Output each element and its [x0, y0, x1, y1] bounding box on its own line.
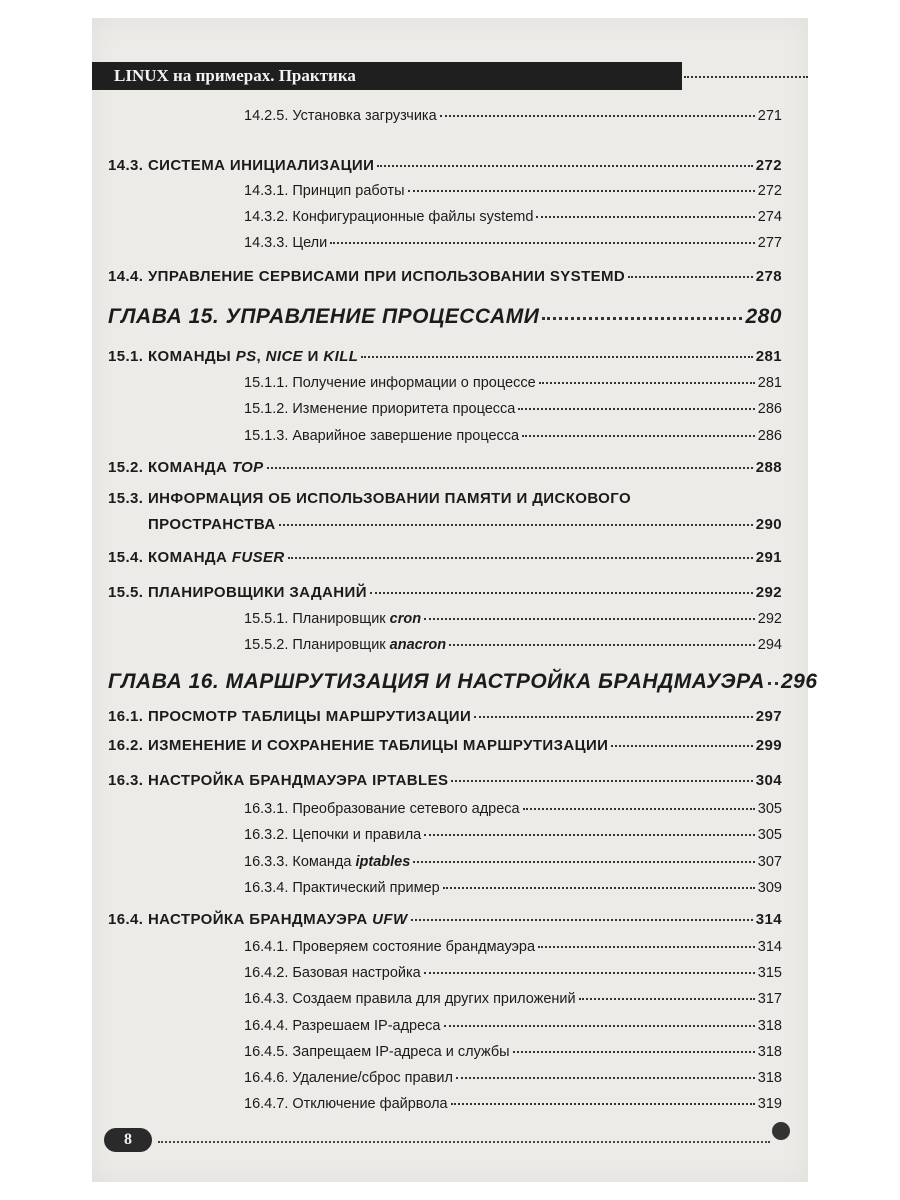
dot-leader [424, 834, 755, 836]
toc-entry-number: 15.5.2. [244, 637, 289, 653]
toc-entry-number: 14.3.1. [244, 183, 289, 199]
toc-entry-title [244, 637, 446, 653]
toc-entry-page: 307 [757, 854, 782, 870]
toc-entry-page: 272 [755, 157, 782, 174]
toc-entry-text: Удаление/сброс правил [292, 1070, 453, 1086]
toc-entry-number: 14.4. [108, 268, 144, 285]
toc-entry-page: 278 [755, 268, 782, 285]
toc-entry-text: ПЛАНИРОВЩИКИ ЗАДАНИЙ [147, 584, 367, 601]
toc-subsection-entry[interactable] [244, 939, 782, 955]
toc-entry-title [244, 401, 515, 417]
dot-leader [518, 408, 754, 410]
toc-entry-text: NICE [265, 348, 304, 365]
toc-section-entry[interactable] [108, 348, 782, 365]
dot-leader [522, 435, 755, 437]
toc-entry-page: 315 [757, 965, 782, 981]
toc-entry-page: 319 [757, 1096, 782, 1112]
dot-leader [279, 524, 753, 526]
dot-leader [451, 1103, 755, 1105]
toc-entry-page: 288 [755, 459, 782, 476]
footer-dotted-rule [158, 1141, 770, 1143]
toc-entry-text: СИСТЕМА ИНИЦИАЛИЗАЦИИ [147, 157, 375, 174]
toc-section-entry[interactable] [108, 268, 782, 285]
toc-entry-text: Команда [292, 854, 356, 870]
toc-entry-title [148, 516, 276, 533]
page-number-badge [104, 1128, 152, 1152]
toc-section-entry[interactable] [108, 911, 782, 928]
toc-entry-number: 16.2. [108, 737, 144, 754]
toc-entry-text: FUSER [231, 549, 285, 566]
toc-entry-number: 16.4.5. [244, 1044, 289, 1060]
toc-entry-page: 297 [755, 708, 782, 725]
toc-entry-number: 15.1.2. [244, 401, 289, 417]
dot-leader [411, 919, 753, 921]
toc-entry-number: 14.2.5. [244, 108, 289, 124]
toc-entry-number: 16.4.4. [244, 1018, 289, 1034]
toc-entry-text: Аварийное завершение процесса [292, 428, 520, 444]
toc-entry-title [244, 991, 576, 1007]
toc-entry-title [244, 209, 533, 225]
toc-entry-number: 15.1. [108, 348, 144, 365]
page-number: 8 [124, 1131, 132, 1148]
toc-entry-title [244, 880, 440, 896]
toc-entry-number: 14.3. [108, 157, 144, 174]
toc-entry-page: 305 [757, 801, 782, 817]
toc-entry-number: 15.4. [108, 549, 144, 566]
toc-entry-number: 15.5. [108, 584, 144, 601]
toc-entry-text: Проверяем состояние брандмауэра [292, 939, 536, 955]
toc-entry-title [108, 708, 471, 725]
toc-entry-page: 274 [757, 209, 782, 225]
footer-dot-ornament [772, 1122, 790, 1140]
dot-leader [424, 618, 755, 620]
toc-entry-text: Изменение приоритета процесса [292, 401, 516, 417]
toc-section-entry[interactable] [108, 772, 782, 789]
toc-entry-page: 291 [755, 549, 782, 566]
dot-leader [377, 165, 752, 167]
toc-subsection-entry[interactable] [244, 1044, 782, 1060]
toc-entry-page: 292 [755, 584, 782, 601]
toc-entry-title [108, 305, 539, 329]
toc-entry-page: 314 [757, 939, 782, 955]
toc-entry-page: 280 [745, 305, 782, 328]
toc-subsection-entry[interactable] [244, 209, 782, 225]
toc-entry-title [244, 965, 421, 981]
toc-entry-number: 16.4.2. [244, 965, 289, 981]
toc-subsection-entry[interactable] [244, 965, 782, 981]
toc-entry-page: 309 [757, 880, 782, 896]
toc-subsection-entry[interactable] [244, 1096, 782, 1112]
toc-entry-text: iptables [355, 854, 411, 870]
toc-entry-number: 16.4.3. [244, 991, 289, 1007]
toc-entry-page: 277 [757, 235, 782, 251]
toc-entry-page: 314 [755, 911, 782, 928]
toc-entry-text: Цели [292, 235, 328, 251]
toc-entry-text: Получение информации о процессе [292, 375, 536, 391]
dot-leader [443, 887, 755, 889]
toc-entry-text: ИНФОРМАЦИЯ ОБ ИСПОЛЬЗОВАНИИ ПАМЯТИ И ДИСКОВОГО [147, 490, 632, 507]
dot-leader [451, 780, 752, 782]
header-title: LINUX на примерах. Практика [114, 66, 356, 85]
dot-leader [408, 190, 755, 192]
dot-leader [413, 861, 755, 863]
toc-subsection-entry[interactable] [244, 183, 782, 199]
toc-subsection-entry[interactable] [244, 1070, 782, 1086]
toc-entry-page: 294 [757, 637, 782, 653]
toc-entry-text: Создаем правила для других приложений [292, 991, 576, 1007]
toc-entry-page: 296 [780, 670, 818, 693]
toc-entry-page: 318 [757, 1018, 782, 1034]
toc-subsection-entry[interactable] [244, 854, 782, 870]
toc-entry-text: УПРАВЛЕНИЕ ПРОЦЕССАМИ [225, 305, 540, 328]
toc-entry-text: Планировщик [292, 611, 390, 627]
toc-entry-title [244, 1070, 453, 1086]
dot-leader [449, 644, 755, 646]
toc-entry-page: 318 [757, 1044, 782, 1060]
toc-entry-page: 299 [755, 737, 782, 754]
toc-entry-text: PS [235, 348, 257, 365]
toc-subsection-entry[interactable] [244, 108, 782, 124]
dot-leader [370, 592, 753, 594]
toc-section-entry[interactable] [108, 737, 782, 754]
toc-entry-title [108, 268, 625, 285]
toc-entry-title [244, 108, 437, 124]
toc-entry-title [108, 549, 285, 566]
dot-leader [361, 356, 752, 358]
toc-entry-text: , [256, 348, 266, 365]
toc-entry-text: ПРОСТРАНСТВА [148, 516, 276, 533]
toc-entry-text: Разрешаем IP-адреса [292, 1018, 441, 1034]
toc-subsection-entry[interactable] [244, 827, 782, 843]
toc-entry-title [108, 911, 408, 928]
toc-section-entry[interactable] [108, 459, 782, 476]
dot-leader [538, 946, 755, 948]
dot-leader [579, 998, 755, 1000]
running-header [92, 62, 682, 90]
toc-entry-number: 15.2. [108, 459, 144, 476]
toc-entry-number: 16.4. [108, 911, 144, 928]
toc-entry-number: 16.3.4. [244, 880, 289, 896]
dot-leader [768, 682, 778, 685]
toc-entry-text: КОМАНДЫ [147, 348, 236, 365]
toc-chapter-entry[interactable] [108, 670, 818, 694]
dot-leader [611, 745, 752, 747]
toc-entry-text: И [303, 348, 324, 365]
toc-entry-page: 292 [757, 611, 782, 627]
toc-entry-number: 16.3.1. [244, 801, 289, 817]
dot-leader [542, 317, 742, 320]
toc-entry-text: ПРОСМОТР ТАБЛИЦЫ МАРШРУТИЗАЦИИ [147, 708, 472, 725]
toc-section-entry[interactable] [108, 549, 782, 566]
toc-entry-page: 318 [757, 1070, 782, 1086]
toc-entry-title [108, 459, 264, 476]
dot-leader [456, 1077, 755, 1079]
toc-entry-number: 15.1.3. [244, 428, 289, 444]
dot-leader [513, 1051, 755, 1053]
toc-entry-title [244, 1044, 510, 1060]
toc-subsection-entry[interactable] [244, 880, 782, 896]
toc-section-entry[interactable] [108, 157, 782, 174]
toc-entry-text: Установка загрузчика [292, 108, 437, 124]
toc-subsection-entry[interactable] [244, 401, 782, 417]
toc-entry-title [244, 428, 519, 444]
toc-entry-title [244, 235, 327, 251]
toc-entry-page: 286 [757, 401, 782, 417]
toc-entry-text: ИЗМЕНЕНИЕ И СОХРАНЕНИЕ ТАБЛИЦЫ МАРШРУТИЗАЦИИ [147, 737, 609, 754]
toc-entry-title [244, 375, 536, 391]
toc-subsection-entry[interactable] [244, 375, 782, 391]
toc-section-entry[interactable] [108, 708, 782, 725]
toc-entry-text: МАРШРУТИЗАЦИЯ И НАСТРОЙКА БРАНДМАУЭРА [225, 670, 765, 693]
toc-entry-page: 304 [755, 772, 782, 789]
toc-section-entry[interactable] [148, 516, 782, 533]
dot-leader [267, 467, 753, 469]
toc-entry-page: 281 [757, 375, 782, 391]
toc-entry-text: anacron [389, 637, 447, 653]
toc-entry-page: 286 [757, 428, 782, 444]
header-dotted-rule [684, 76, 808, 78]
toc-entry-title [244, 1096, 448, 1112]
dot-leader [330, 242, 755, 244]
toc-entry-page: 281 [755, 348, 782, 365]
toc-chapter-entry[interactable] [108, 305, 782, 329]
toc-subsection-entry[interactable] [244, 801, 782, 817]
dot-leader [628, 276, 753, 278]
toc-entry-page: 271 [757, 108, 782, 124]
toc-entry-text: Принцип работы [292, 183, 405, 199]
toc-entry-page: 290 [755, 516, 782, 533]
toc-entry-text: Преобразование сетевого адреса [292, 801, 520, 817]
dot-leader [539, 382, 755, 384]
toc-entry-title [244, 854, 410, 870]
dot-leader [523, 808, 755, 810]
toc-subsection-entry[interactable] [244, 428, 782, 444]
dot-leader [536, 216, 754, 218]
toc-entry-title [108, 490, 631, 507]
toc-entry-title [108, 157, 374, 174]
toc-entry-title [108, 584, 367, 601]
toc-subsection-entry[interactable] [244, 611, 782, 627]
toc-entry-text: УПРАВЛЕНИЕ СЕРВИСАМИ ПРИ ИСПОЛЬЗОВАНИИ SYSTEMD [147, 268, 626, 285]
toc-entry-text: KILL [323, 348, 359, 365]
toc-entry-number: ГЛАВА 15. [108, 305, 220, 328]
toc-entry-page: 317 [757, 991, 782, 1007]
toc-entry-number: 15.5.1. [244, 611, 289, 627]
dot-leader [424, 972, 755, 974]
toc-entry-number: 14.3.3. [244, 235, 289, 251]
toc-section-entry[interactable] [108, 490, 782, 507]
toc-entry-text: КОМАНДА [147, 459, 232, 476]
toc-entry-number: 16.3.3. [244, 854, 289, 870]
toc-subsection-entry[interactable] [244, 637, 782, 653]
toc-entry-number: 15.1.1. [244, 375, 289, 391]
toc-entry-text: Базовая настройка [292, 965, 421, 981]
toc-entry-number: 15.3. [108, 490, 144, 507]
toc-entry-text: TOP [231, 459, 264, 476]
toc-entry-number: 16.3.2. [244, 827, 289, 843]
toc-entry-title [108, 737, 608, 754]
toc-entry-text: Конфигурационные файлы systemd [292, 209, 534, 225]
toc-entry-page: 272 [757, 183, 782, 199]
toc-entry-text: cron [389, 611, 422, 627]
toc-entry-number: 16.4.7. [244, 1096, 289, 1112]
toc-entry-title [108, 348, 358, 365]
toc-entry-number: 14.3.2. [244, 209, 289, 225]
toc-entry-title [244, 183, 405, 199]
toc-entry-text: Планировщик [292, 637, 390, 653]
toc-entry-title [244, 827, 421, 843]
toc-entry-text: Запрещаем IP-адреса и службы [292, 1044, 510, 1060]
toc-entry-text: НАСТРОЙКА БРАНДМАУЭРА [147, 911, 373, 928]
toc-entry-title [244, 939, 535, 955]
dot-leader [444, 1025, 755, 1027]
toc-entry-number: 16.3. [108, 772, 144, 789]
toc-entry-page: 305 [757, 827, 782, 843]
toc-section-entry[interactable] [108, 584, 782, 601]
toc-entry-title [244, 611, 421, 627]
toc-entry-text: Практический пример [292, 880, 440, 896]
dot-leader [440, 115, 755, 117]
toc-entry-text: Цепочки и правила [292, 827, 422, 843]
book-page [92, 18, 818, 1182]
toc-entry-text: Отключение файрвола [292, 1096, 448, 1112]
toc-entry-number: 16.1. [108, 708, 144, 725]
dot-leader [288, 557, 753, 559]
toc-subsection-entry[interactable] [244, 991, 782, 1007]
toc-entry-text: UFW [372, 911, 408, 928]
toc-entry-title [244, 1018, 441, 1034]
toc-entry-title [244, 801, 520, 817]
dot-leader [474, 716, 753, 718]
toc-entry-number: ГЛАВА 16. [108, 670, 220, 693]
toc-subsection-entry[interactable] [244, 235, 782, 251]
toc-entry-number: 16.4.1. [244, 939, 289, 955]
toc-subsection-entry[interactable] [244, 1018, 782, 1034]
toc-entry-text: КОМАНДА [147, 549, 232, 566]
toc-entry-title [108, 670, 765, 694]
toc-entry-number: 16.4.6. [244, 1070, 289, 1086]
toc-entry-text: НАСТРОЙКА БРАНДМАУЭРА IPTABLES [147, 772, 449, 789]
toc-entry-title [108, 772, 448, 789]
